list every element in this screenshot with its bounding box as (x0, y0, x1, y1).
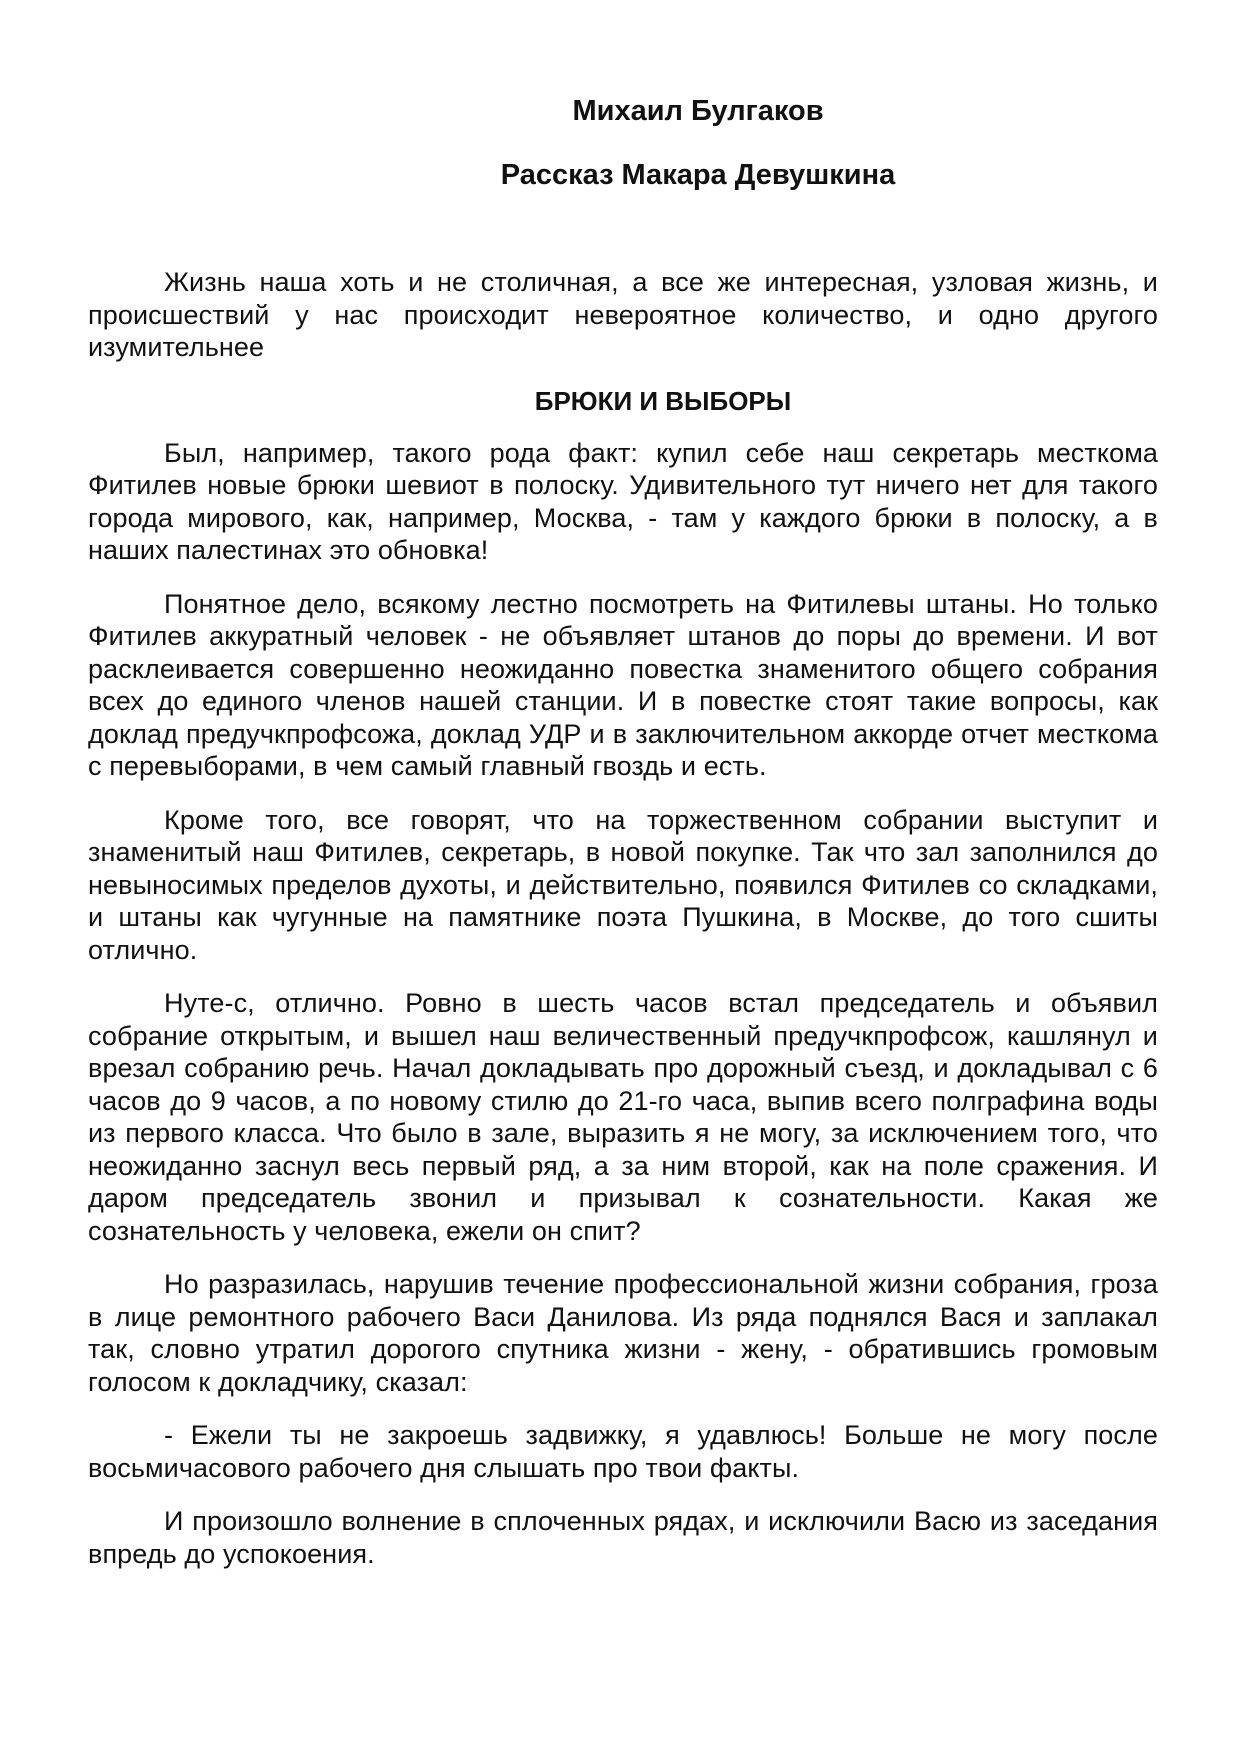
paragraph: И произошло волнение в сплоченных рядах, и исключили Васю из заседания впредь до успокоения. (88, 1506, 1158, 1569)
paragraph: - Ежели ты не закроешь задвижку, я удавлюсь! Больше не могу после восьмичасового рабочего дня слышать про твои факты. (88, 1420, 1158, 1483)
intro-paragraph: Жизнь наша хоть и не столичная, а все же интересная, узловая жизнь, и происшествий у нас происходит невероятное количество, и одно другого изумительнее (88, 267, 1158, 362)
story-title: Рассказ Макара Девушкина (500, 159, 896, 191)
section-heading: БРЮКИ И ВЫБОРЫ (534, 385, 792, 416)
paragraph: Нуте-с, отлично. Ровно в шесть часов встал председатель и объявил собрание открытым, и вышел наш величественный предучкпрофсож, кашлянул и врезал собранию речь. Начал докладывать про дорожный съезд, и докладывал с 6 часов до 9 часов, а по новому стилю до 21-го часа, выпив всего полграфина воды из первого класса. Что было в зале, выразить я не могу, за исключением того, что неожиданно заснул весь первый ряд, а за ним второй, как на поле сражения. И даром председатель звонил и призывал к сознательности. Какая же сознательность у человека, ежели он спит? (88, 988, 1158, 1246)
paragraph: Был, например, такого рода факт: купил себе наш секретарь месткома Фитилев новые брюки шевиот в полоску. Удивительного тут ничего нет для такого города мирового, как, например, Москва, - там у каждого брюки в полоску, а в наших палестинах это обновка! (88, 437, 1158, 565)
paragraph: Понятное дело, всякому лестно посмотреть на Фитилевы штаны. Но только Фитилев аккуратный человек - не объявляет штанов до поры до времени. И вот расклеивается совершенно неожиданно повестка знаменитого общего собрания всех до единого членов нашей станции. И в повестке стоят такие вопросы, как доклад предучкпрофсожа, доклад УДР и в заключительном аккорде отчет месткома с перевыборами, в чем самый главный гвоздь и есть. (88, 588, 1158, 781)
paragraph: Кроме того, все говорят, что на торжественном собрании выступит и знаменитый наш Фитилев, секретарь, в новой покупке. Так что зал заполнился до невыносимых пределов духоты, и действительно, появился Фитилев со складками, и штаны как чугунные на памятнике поэта Пушкина, в Москве, до того сшиты отлично. (88, 804, 1158, 965)
document-page (88, 94, 1158, 1591)
paragraph: Но разразилась, нарушив течение профессиональной жизни собрания, гроза в лице ремонтного рабочего Васи Данилова. Из ряда поднялся Вася и заплакал так, словно утратил дорогого спутника жизни - жену, - обратившись громовым голосом к докладчику, сказал: (88, 1269, 1158, 1397)
author-name: Михаил Булгаков (572, 95, 824, 127)
